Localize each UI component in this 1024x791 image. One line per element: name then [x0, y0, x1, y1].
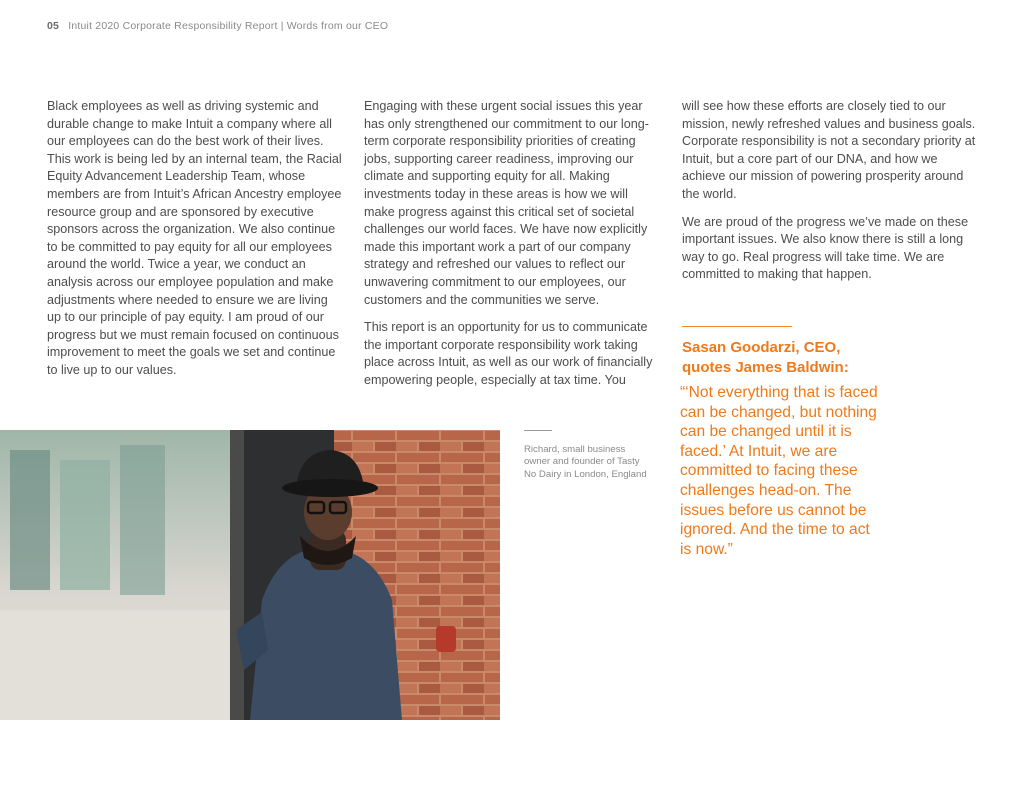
pullquote-attribution: Sasan Goodarzi, CEO, quotes James Baldwin:: [682, 339, 849, 376]
paragraph: will see how these efforts are closely tied to our mission, newly refreshed values and business goals. Corporate responsibility is not a secondary priority at Intuit, but a core part of our DNA, and how we achieve our mission of powering prosperity around the world.: [682, 99, 976, 201]
header-title: Intuit 2020 Corporate Responsibility Report | Words from our CEO: [68, 20, 389, 32]
page-number: 05: [47, 20, 60, 32]
photo-caption: Richard, small business owner and founder of Tasty No Dairy in London, England: [524, 444, 647, 480]
pullquote-text: “‘Not everything that is faced can be changed, but nothing can be changed until it is faced.’ At Intuit, we are committed to facing these challenges head-on. The issues before us cannot be ignored. And the time to act is now.”: [680, 384, 878, 558]
portrait-photo: [0, 430, 500, 720]
paragraph: This report is an opportunity for us to communicate the important corporate responsibility work taking place across Intuit, as well as our work of financially empowering people, especially at tax time. You: [364, 320, 653, 387]
caption-divider: [524, 430, 552, 431]
paragraph: Black employees as well as driving systemic and durable change to make Intuit a company where all our employees can do the best work of their lives. This work is being led by an internal team, the Racial Equity Advancement Leadership Team, whose members are from Intuit’s African Ancestry employee resource group and are sponsored by executive sponsors across the organization. We also continue to be committed to pay equity for all our employees around the world. Twice a year, we conduct an analysis across our employee population and make adjustments where needed to ensure we are living up to our principle of pay equity. I am proud of our progress but we must remain focused on continuous improvement to meet the goals we set and continue to live up to our values.: [47, 99, 342, 377]
body-column-3: [682, 98, 982, 294]
photo-illustration: [0, 430, 500, 720]
paragraph: Engaging with these urgent social issues this year has only strengthened our commitment to our long-term corporate responsibility priorities of creating jobs, supporting career readiness, improving our climate and supporting equity for all. Making investments today in these areas is how we will make progress against this critical set of societal challenges our world faces. We have now explicitly made this important work a part of our company strategy and refreshed our values to reflect our unwavering commitment to our employees, our customers and the communities we serve.: [364, 99, 649, 307]
page-header: [47, 20, 388, 32]
body-column-2: [364, 98, 662, 400]
paragraph: We are proud of the progress we’ve made on these important issues. We also know there is still a long way to go. Real progress will take time. We are committed to making that happen.: [682, 214, 969, 282]
body-column-1: [47, 98, 343, 390]
pullquote-divider: [682, 326, 792, 327]
